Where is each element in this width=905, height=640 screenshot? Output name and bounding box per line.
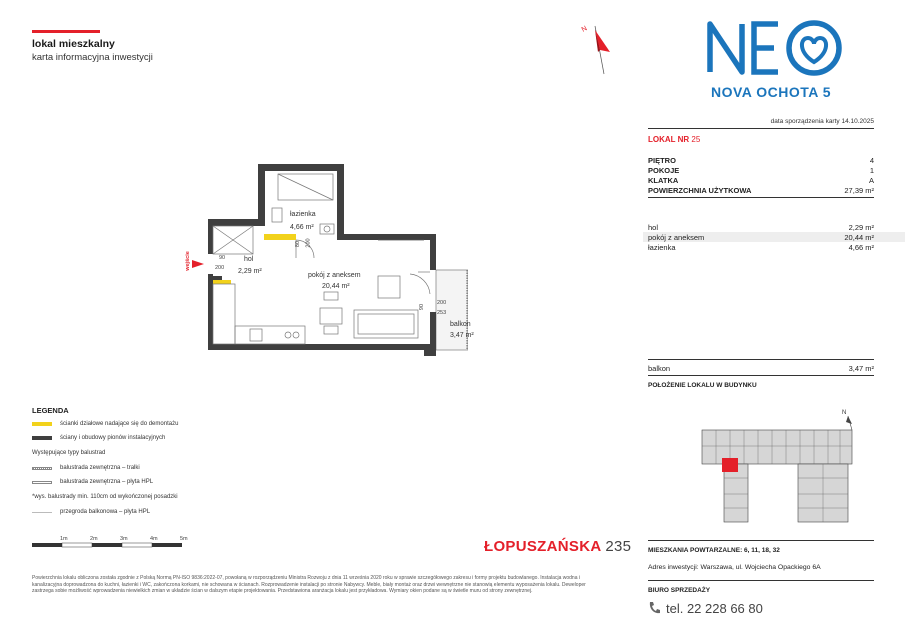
detail-label: POKOJE — [648, 166, 680, 175]
removable-partitions — [213, 234, 296, 284]
card-date: data sporządzenia karty 14.10.2025 — [770, 118, 874, 125]
lokal-number: 25 — [691, 135, 701, 144]
divider — [648, 197, 874, 198]
sales-phone[interactable]: tel. 22 228 66 80 — [666, 601, 763, 616]
legend-swatch-hpl — [32, 481, 52, 484]
detail-row-floor — [648, 156, 874, 165]
scale-tick-2m: 2m — [90, 536, 98, 542]
legend-swatch-partition — [32, 512, 52, 513]
detail-label: POWIERZCHNIA UŻYTKOWA — [648, 186, 752, 195]
building-location-plan — [676, 406, 866, 528]
balcony-row — [648, 364, 874, 373]
investment-number: 235 — [605, 538, 632, 555]
investment-name: ŁOPUSZAŃSKA — [484, 538, 601, 555]
detail-value: 1 — [869, 166, 874, 175]
detail-value: A — [868, 176, 874, 185]
divider — [648, 375, 874, 376]
page-title: lokal mieszkalny — [32, 38, 115, 50]
dim-door-80: 80 — [295, 240, 302, 248]
entry-label: wejście — [184, 251, 191, 271]
room-value: 4,66 m² — [848, 243, 874, 252]
neo-logo — [706, 18, 846, 78]
legend-swatch-yellow — [32, 422, 52, 426]
room-label: pokój z aneksem — [648, 233, 705, 242]
plan-label-lazienka: łazienka — [290, 211, 316, 218]
header-accent-bar — [32, 30, 100, 33]
legend-note: *wys. balustrady min. 110cm od wykończonej posadzki — [32, 494, 178, 500]
investment-logo — [484, 538, 631, 555]
balcony-label: balkon — [648, 364, 671, 373]
legend-text: przegroda balkonowa – płyta HPL — [60, 509, 151, 515]
plan-label-pokoj-area: 20,44 m² — [322, 283, 350, 290]
walls — [208, 164, 436, 356]
plan-label-hol: hol — [244, 256, 254, 263]
legend-item-balustrade-hpl — [32, 479, 153, 485]
scale-tick-1m: 1m — [60, 536, 68, 542]
lokal-label: LOKAL NR — [648, 135, 690, 144]
legend-swatch-gray — [32, 436, 52, 440]
divider — [648, 580, 874, 581]
room-value: 20,44 m² — [844, 233, 874, 242]
detail-label: KLATKA — [648, 176, 679, 185]
scale-tick-3m: 3m — [120, 536, 128, 542]
dim-door-200b: 200 — [305, 238, 312, 248]
detail-row-rooms — [648, 166, 874, 175]
sales-office-title: BIURO SPRZEDAŻY — [648, 587, 711, 594]
repeated-flats: MIESZKANIA POWTARZALNE: 6, 11, 18, 32 — [648, 547, 780, 554]
scale-tick-5m: 5m — [180, 536, 188, 542]
room-row-hol — [648, 223, 874, 232]
divider — [648, 359, 874, 360]
room-row-pokoj — [648, 233, 874, 242]
detail-value: 27,39 m² — [844, 186, 874, 195]
room-row-lazienka — [648, 243, 874, 252]
floor-plan — [178, 164, 468, 364]
phone-icon — [648, 601, 660, 615]
entry-arrow-icon — [192, 260, 204, 268]
plan-label-pokoj: pokój z aneksem — [308, 272, 361, 279]
dim-door-90: 90 — [219, 255, 226, 261]
detail-row-area — [648, 186, 874, 195]
compass-north-label: N — [580, 25, 589, 34]
legend-item-balcony-partition — [32, 509, 150, 515]
disclaimer: Powierzchnia lokalu obliczona została zgodnie z Polską Normą PN-ISO 9836:2022-07, powołaną w rozporządzeniu Ministra Rozwoju z dnia 11 września 2020 roku w sprawie szczegółowego zakresu i formy projektu budowlanego. Instalacja wodna i kanalizacyjna doprowadzona do kuchni, łazienki i WC, zakończona korkami, nie schowana w ścianach. Rozprowadzenie instalacji po stronie Nabywcy. Meble, biały montaż oraz drzwi wewnętrzne nie stanowią elementu wyposażenia lokalu. Deweloper zastrzega sobie możliwość wprowadzenia niewielkich zmian w układzie ścian w dalszym etapie projektowania. Przedstawiona aranżacja lokalu jest przykładowa. Wymiary okien podane są w świetle muru od strony zewnętrznej. — [32, 575, 586, 595]
location-north-label: N — [842, 410, 847, 416]
legend-text: balustrada zewnętrzna – tralki — [60, 465, 140, 471]
plan-label-hol-area: 2,29 m² — [238, 268, 262, 275]
scale-tick-4m: 4m — [150, 536, 158, 542]
balcony-value: 3,47 m² — [848, 364, 874, 373]
investment-address: Adres inwestycji: Warszawa, ul. Wojciecha Opackiego 6A — [648, 564, 821, 571]
legend-title: LEGENDA — [32, 406, 69, 415]
scale-tick-0: 0 — [30, 536, 34, 542]
divider — [648, 540, 874, 541]
divider — [648, 128, 874, 129]
legend-item-balustrade-tralki — [32, 465, 140, 471]
dim-window-90: 90 — [419, 303, 426, 311]
dim-window-253: 253 — [437, 310, 447, 316]
legend-text: ścianki działowe nadające się do demontażu — [60, 421, 179, 427]
plan-label-balkon: balkon — [450, 321, 471, 328]
legend-item-wall — [32, 435, 165, 441]
legend-balustrade-title: Występujące typy balustrad — [32, 450, 106, 456]
detail-row-stair — [648, 176, 874, 185]
legend-text: ściany i obudowy pionów instalacyjnych — [60, 435, 166, 441]
project-name: NOVA OCHOTA 5 — [711, 84, 832, 100]
plan-label-balkon-area: 3,47 m² — [450, 332, 474, 339]
legend-swatch-tralki — [32, 467, 52, 470]
room-label: hol — [648, 223, 659, 232]
location-title: POŁOŻENIE LOKALU W BUDYNKU — [648, 382, 757, 389]
page-subtitle: karta informacyjna inwestycji — [32, 52, 153, 63]
lokal-heading — [648, 135, 700, 144]
dim-window-200: 200 — [437, 300, 447, 306]
plan-label-lazienka-area: 4,66 m² — [290, 224, 314, 231]
room-value: 2,29 m² — [848, 223, 874, 232]
dim-door-200: 200 — [215, 265, 225, 271]
legend-item-partition — [32, 421, 178, 427]
detail-value: 4 — [869, 156, 874, 165]
detail-label: PIĘTRO — [648, 156, 676, 165]
legend-text: balustrada zewnętrzna – płyta HPL — [60, 479, 154, 485]
room-label: łazienka — [648, 243, 676, 252]
